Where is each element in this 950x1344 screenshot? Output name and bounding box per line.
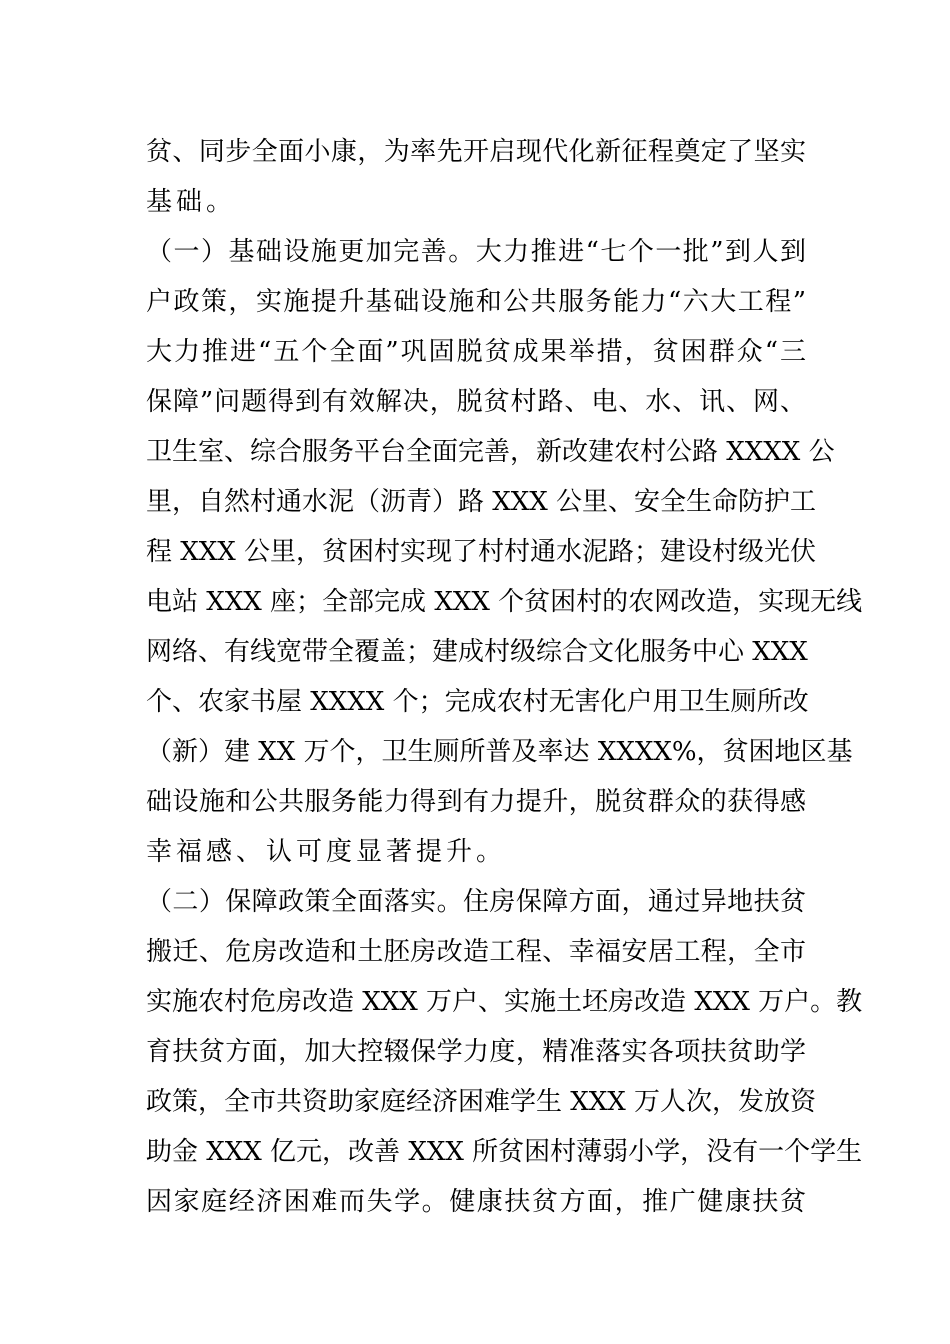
text-line: 育扶贫方面，加大控辍保学力度，精准落实各项扶贫助学	[146, 1037, 806, 1067]
text-line: 电站 XXX 座；全部完成 XXX 个贫困村的农网改造，实现无线	[146, 587, 863, 617]
text-line: 里，自然村通水泥（沥青）路 XXX 公里、安全生命防护工	[146, 487, 817, 517]
text-line: 大力推进“五个全面”巩固脱贫成果举措，贫困群众“三	[146, 337, 806, 367]
text-line: 因家庭经济困难而失学。健康扶贫方面，推广健康扶贫	[146, 1187, 806, 1217]
text-line: （新）建 XX 万个，卫生厕所普及率达 XXXX%，贫困地区基	[146, 737, 853, 767]
text-line: 户政策，实施提升基础设施和公共服务能力“六大工程”	[146, 287, 806, 317]
text-line: 政策，全市共资助家庭经济困难学生 XXX 万人次，发放资	[146, 1087, 817, 1117]
text-line: 个、农家书屋 XXXX 个；完成农村无害化户用卫生厕所改	[146, 687, 809, 717]
text-line: 助金 XXX 亿元，改善 XXX 所贫困村薄弱小学，没有一个学生	[146, 1137, 863, 1167]
text-line: （二）保障政策全面落实。住房保障方面，通过异地扶贫	[146, 887, 806, 917]
text-line: 础设施和公共服务能力得到有力提升，脱贫群众的获得感	[146, 787, 806, 817]
text-line: 幸福感、认可度显著提升。	[146, 837, 507, 867]
text-line: 贫、同步全面小康，为率先开启现代化新征程奠定了坚实	[146, 137, 806, 167]
text-line: 卫生室、综合服务平台全面完善，新改建农村公路 XXXX 公	[146, 437, 835, 467]
text-line: 保障”问题得到有效解决，脱贫村路、电、水、讯、网、	[146, 387, 806, 417]
text-line: 基础。	[146, 187, 237, 217]
text-line: 实施农村危房改造 XXX 万户、实施土坯房改造 XXX 万户。教	[146, 987, 863, 1017]
text-line: 网络、有线宽带全覆盖；建成村级综合文化服务中心 XXX	[146, 637, 808, 667]
text-line: （一）基础设施更加完善。大力推进“七个一批”到人到	[146, 237, 806, 267]
text-line: 搬迁、危房改造和土胚房改造工程、幸福安居工程，全市	[146, 937, 806, 967]
text-line: 程 XXX 公里，贫困村实现了村村通水泥路；建设村级光伏	[146, 537, 817, 567]
